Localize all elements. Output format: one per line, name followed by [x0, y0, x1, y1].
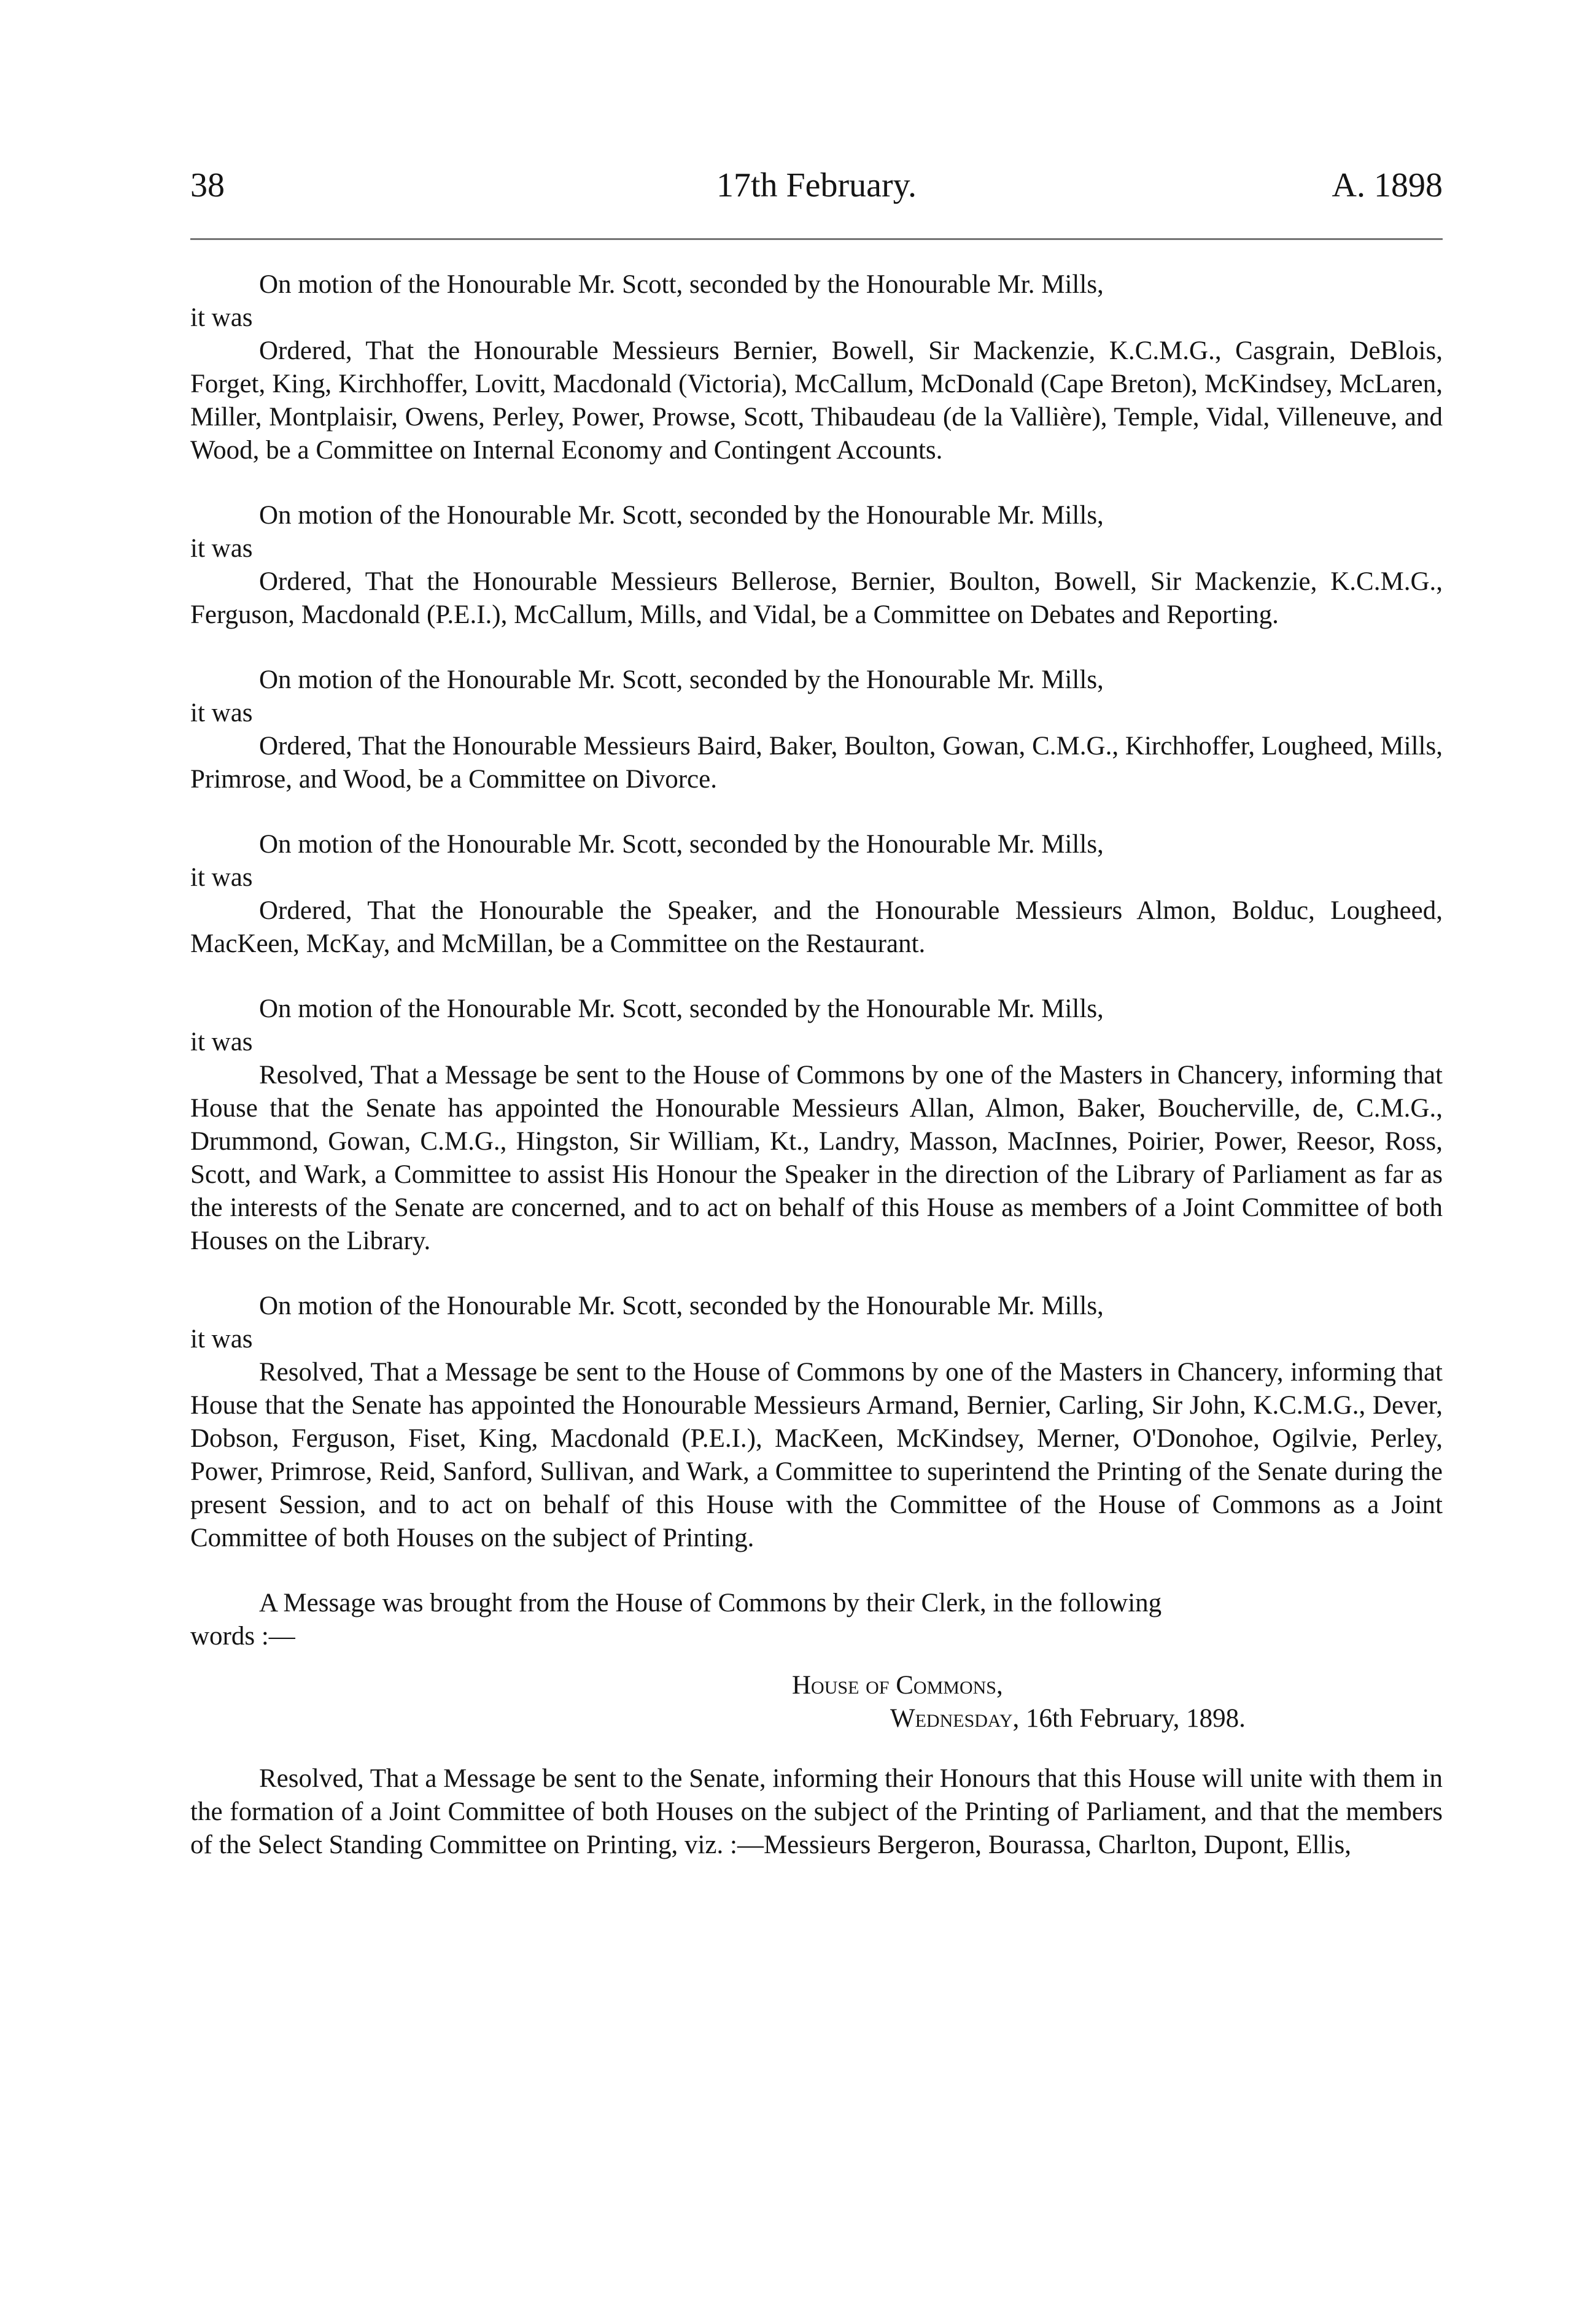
motion-line: On motion of the Honourable Mr. Scott, seconded by the Honourable Mr. Mills, — [259, 270, 1104, 299]
motion-block — [190, 664, 1443, 796]
message-intro-tail: words :— — [190, 1622, 295, 1651]
commons-resolution-text: Resolved, That a Message be sent to the Senate, informing their Honours that this House will unite with them in the formation of a Joint Committee of both Houses on the subject of the Printing of Parliament, and that the members of the Select Standing Committee on Printing, viz. :—Messieurs Bergeron, Bourassa, Charlton, Dupont, Ellis, — [190, 1764, 1443, 1859]
header-rule — [190, 238, 1443, 240]
motion-block — [190, 268, 1443, 467]
motion-tail: it was — [190, 863, 253, 892]
motion-line: On motion of the Honourable Mr. Scott, seconded by the Honourable Mr. Mills, — [259, 1292, 1104, 1320]
order-text: Ordered, That the Honourable Messieurs Bernier, Bowell, Sir Mackenzie, K.C.M.G., Casgrain, DeBlois, Forget, King, Kirchhoffer, Lovitt, Macdonald (Victoria), McCallum, McDonald (Cape Breton), McKindsey, McLaren, Miller, Montplaisir, Owens, Perley, Power, Prowse, Scott, Thibaudeau (de la Vallière), Temple, Vidal, Villeneuve, and Wood, be a Committee on Internal Economy and Contingent Accounts. — [190, 336, 1443, 465]
address-house: House of Commons, — [792, 1671, 1003, 1700]
order-text: Ordered, That the Honourable Messieurs Baird, Baker, Boulton, Gowan, C.M.G., Kirchhoffer, Lougheed, Mills, Primrose, and Wood, be a Committee on Divorce. — [190, 732, 1443, 794]
journal-page — [190, 166, 1443, 1862]
order-text: Ordered, That the Honourable Messieurs Bellerose, Bernier, Boulton, Bowell, Sir Mackenzie, K.C.M.G., Ferguson, Macdonald (P.E.I.), McCallum, Mills, and Vidal, be a Committee on Debates and Reporting. — [190, 567, 1443, 629]
motion-tail: it was — [190, 534, 253, 563]
motion-tail: it was — [190, 1325, 253, 1354]
motion-tail: it was — [190, 1028, 253, 1056]
header-year: A. 1898 — [1332, 166, 1443, 204]
resolution-text: Resolved, That a Message be sent to the House of Commons by one of the Masters in Chancery, informing that House that the Senate has appointed the Honourable Messieurs Allan, Almon, Baker, Boucherville, de, C.M.G., Drummond, Gowan, C.M.G., Hingston, Sir William, Kt., Landry, Masson, MacInnes, Poirier, Power, Reesor, Ross, Scott, and Wark, a Committee to assist His Honour the Speaker in the direction of the Library of Parliament as far as the interests of the Senate are concerned, and to act on behalf of this House as members of a Joint Committee of both Houses on the Library. — [190, 1061, 1443, 1255]
resolution-text: Resolved, That a Message be sent to the House of Commons by one of the Masters in Chancery, informing that House that the Senate has appointed the Honourable Messieurs Armand, Bernier, Carling, Sir John, K.C.M.G., Dever, Dobson, Ferguson, Fiset, King, Macdonald (P.E.I.), MacKeen, McKindsey, Merner, O'Donohoe, Ogilvie, Perley, Power, Primrose, Reid, Sanford, Sullivan, and Wark, a Committee to superintend the Printing of the Senate during the present Session, and to act on behalf of this House with the Committee of the House of Commons as a Joint Committee of both Houses on the subject of Printing. — [190, 1358, 1443, 1552]
page-number: 38 — [190, 166, 225, 204]
motion-line: On motion of the Honourable Mr. Scott, seconded by the Honourable Mr. Mills, — [259, 501, 1104, 530]
motion-tail: it was — [190, 303, 253, 332]
page-header — [190, 166, 1443, 221]
header-date: 17th February. — [716, 166, 917, 204]
address-weekday: Wednesday — [890, 1704, 1013, 1733]
motion-tail: it was — [190, 699, 253, 727]
message-intro-line: A Message was brought from the House of Commons by their Clerk, in the following — [259, 1589, 1162, 1617]
motion-line: On motion of the Honourable Mr. Scott, seconded by the Honourable Mr. Mills, — [259, 830, 1104, 859]
motion-block — [190, 499, 1443, 632]
motion-block — [190, 828, 1443, 961]
motion-block — [190, 993, 1443, 1258]
journal-content — [190, 268, 1443, 1862]
motion-line: On motion of the Honourable Mr. Scott, seconded by the Honourable Mr. Mills, — [259, 994, 1104, 1023]
message-address — [190, 1669, 1443, 1735]
address-date: , 16th February, 1898. — [1012, 1704, 1246, 1733]
motion-line: On motion of the Honourable Mr. Scott, seconded by the Honourable Mr. Mills, — [259, 665, 1104, 694]
address-date-line — [190, 1702, 1443, 1735]
motion-block — [190, 1290, 1443, 1555]
order-text: Ordered, That the Honourable the Speaker, and the Honourable Messieurs Almon, Bolduc, Lougheed, MacKeen, McKay, and McMillan, be a Committee on the Restaurant. — [190, 896, 1443, 958]
message-intro — [190, 1587, 1443, 1653]
